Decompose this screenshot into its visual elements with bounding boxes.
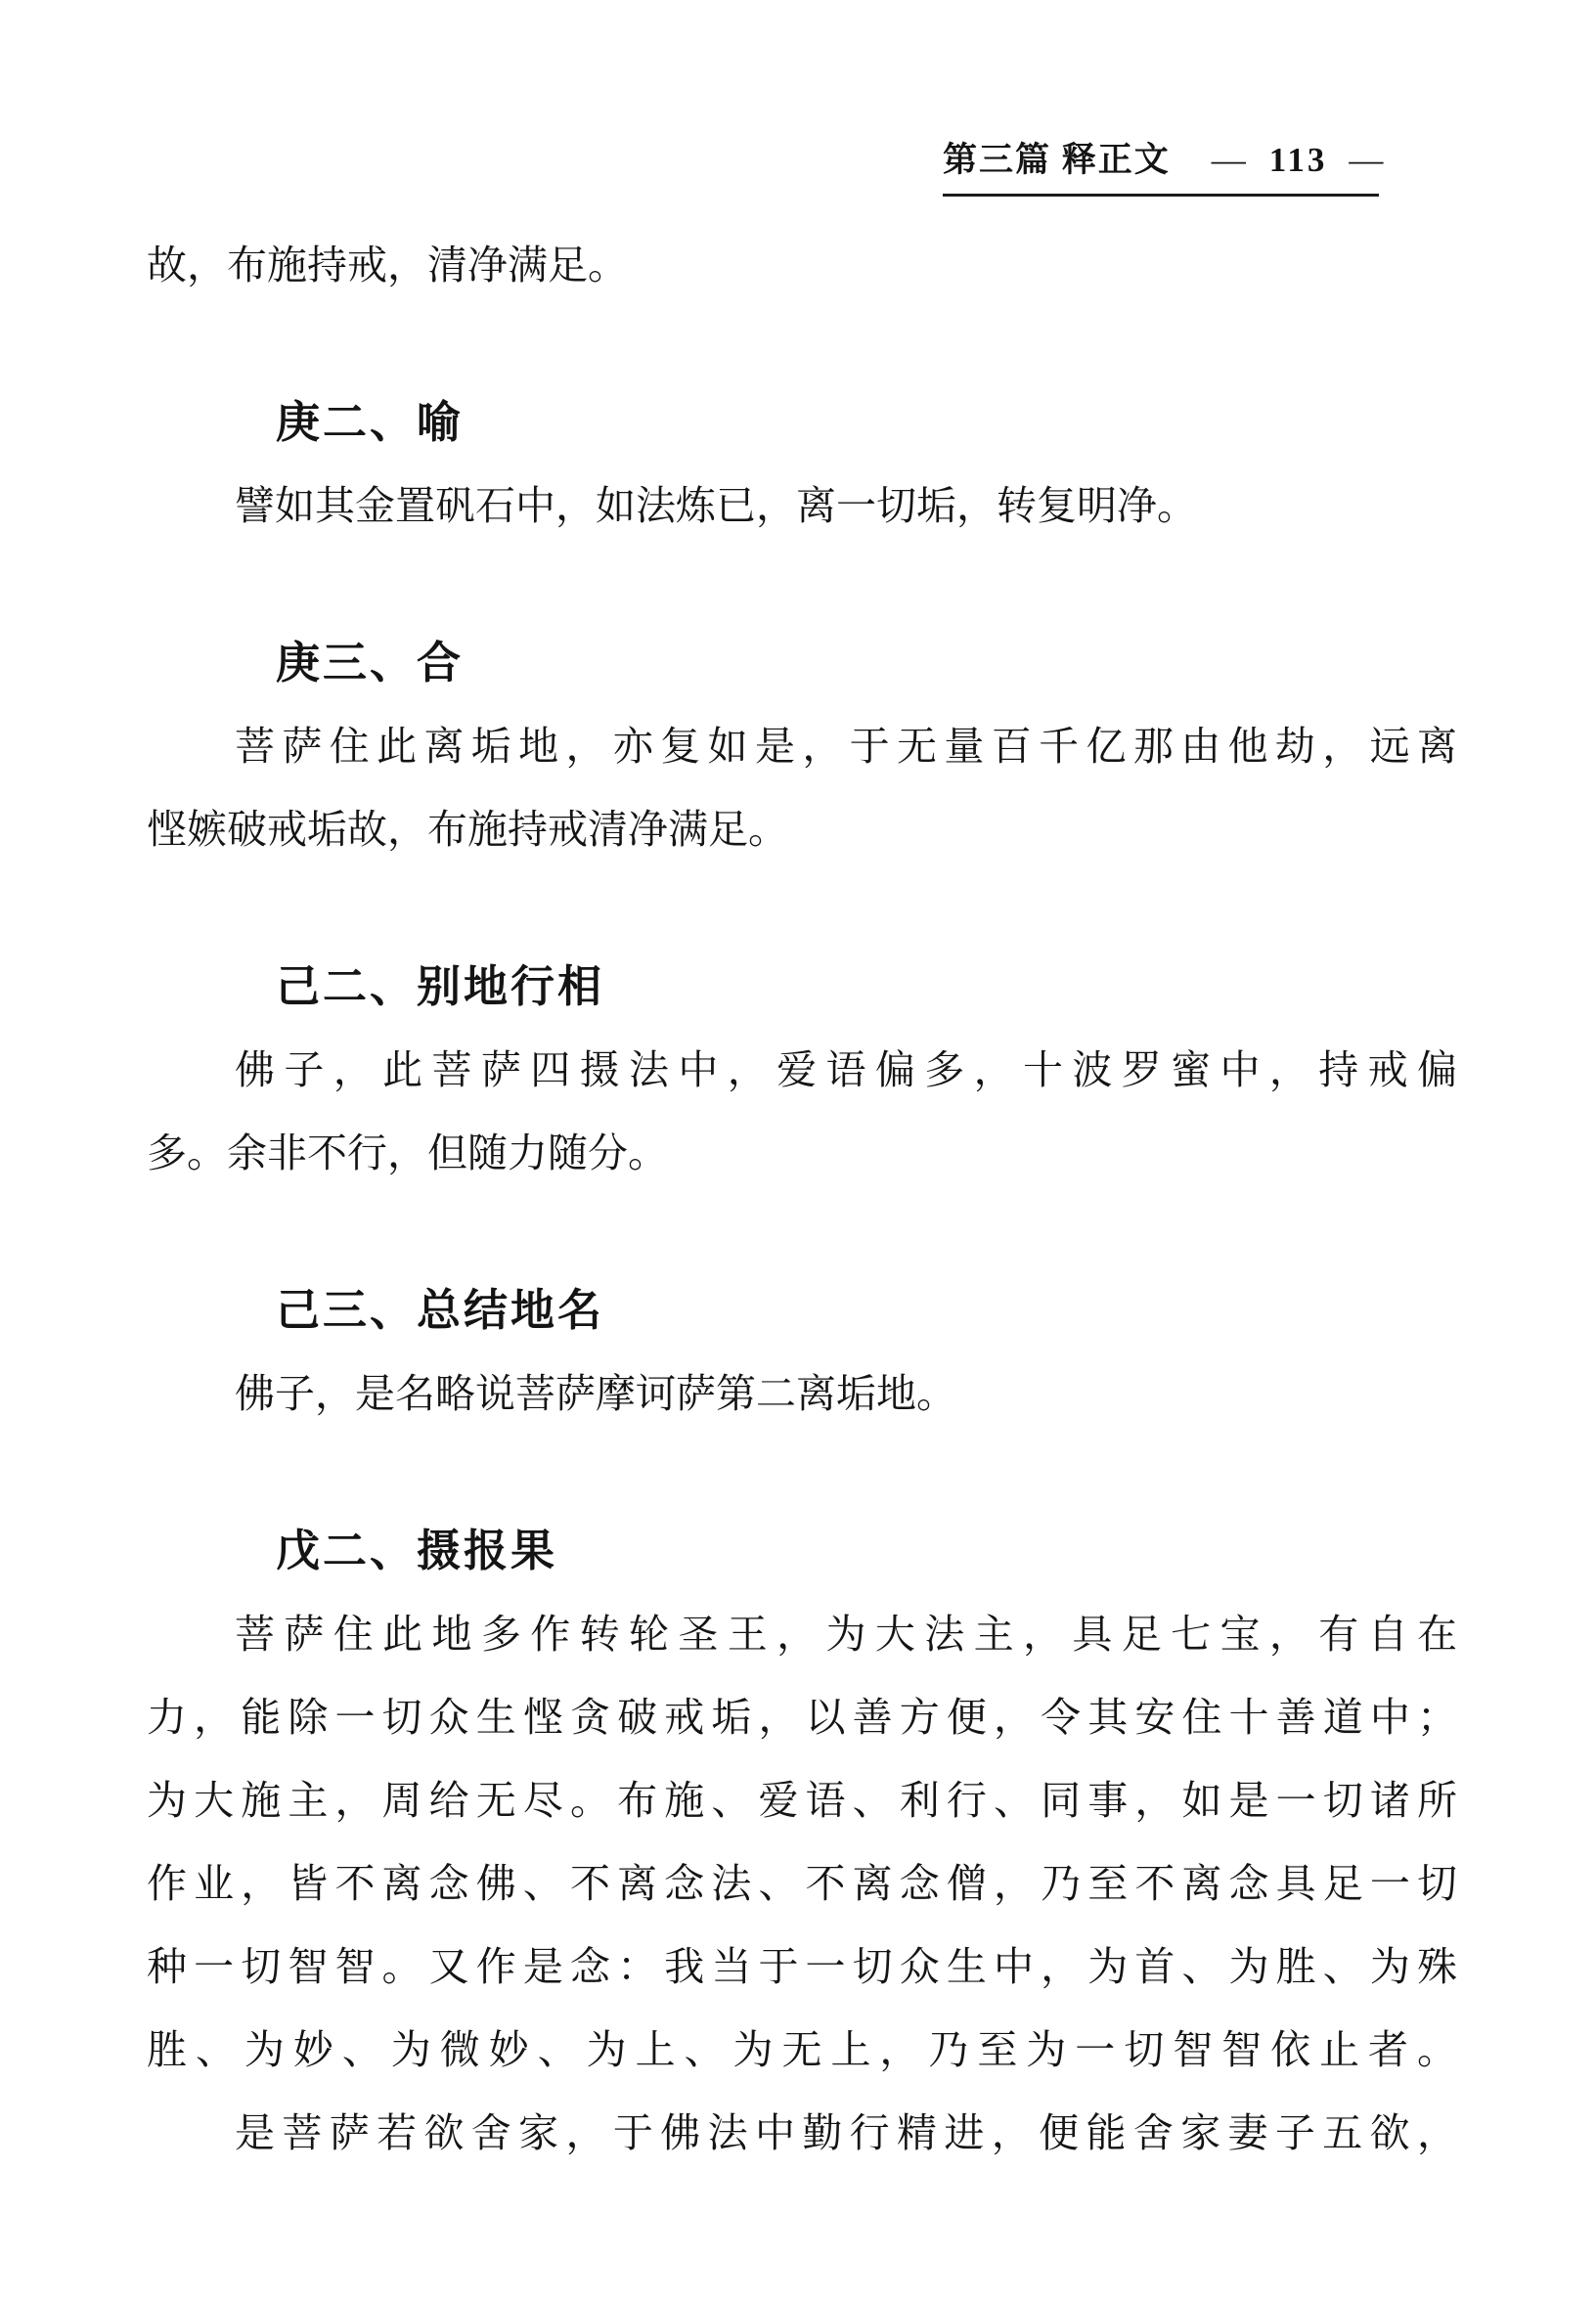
body-line: 作业，皆不离念佛、不离念法、不离念僧，乃至不离念具足一切 <box>147 1861 1457 1906</box>
body-line: 悭嫉破戒垢故，布施持戒清净满足。 <box>147 807 788 852</box>
body-line: 佛子，此菩萨四摄法中，爱语偏多，十波罗蜜中，持戒偏 <box>235 1047 1457 1092</box>
body-line: 菩萨住此离垢地，亦复如是，于无量百千亿那由他劫，远离 <box>235 724 1457 769</box>
running-header-title: 第三篇 释正文 <box>943 141 1171 179</box>
body-line: 种一切智智。又作是念：我当于一切众生中，为首、为胜、为殊 <box>147 1944 1457 1989</box>
section-heading: 庚二、喻 <box>276 398 465 447</box>
section-heading: 己三、总结地名 <box>276 1286 605 1335</box>
page-number: 113 <box>1268 141 1328 179</box>
body-line: 故，布施持戒，清净满足。 <box>147 243 628 288</box>
body-line: 是菩萨若欲舍家，于佛法中勤行精进，便能舍家妻子五欲， <box>235 2110 1457 2155</box>
section-heading: 戊二、摄报果 <box>276 1527 558 1575</box>
body-line: 为大施主，周给无尽。布施、爱语、利行、同事，如是一切诸所 <box>147 1778 1457 1823</box>
section-heading: 己二、别地行相 <box>276 962 605 1011</box>
body-line: 佛子，是名略说菩萨摩诃萨第二离垢地。 <box>235 1371 956 1416</box>
scripture-text-column <box>147 0 1457 2175</box>
section-heading: 庚三、合 <box>276 639 465 687</box>
header-dash-right: — <box>1349 141 1386 179</box>
body-line: 胜、为妙、为微妙、为上、为无上，乃至为一切智智依止者。 <box>147 2027 1457 2072</box>
body-line: 多。余非不行，但随力随分。 <box>147 1130 668 1175</box>
header-dash-left: — <box>1211 141 1248 179</box>
body-line: 力，能除一切众生悭贪破戒垢，以善方便，令其安住十善道中； <box>147 1695 1457 1740</box>
body-line: 菩萨住此地多作转轮圣王，为大法主，具足七宝，有自在 <box>235 1612 1457 1657</box>
body-line: 譬如其金置矾石中，如法炼已，离一切垢，转复明净。 <box>235 483 1197 528</box>
